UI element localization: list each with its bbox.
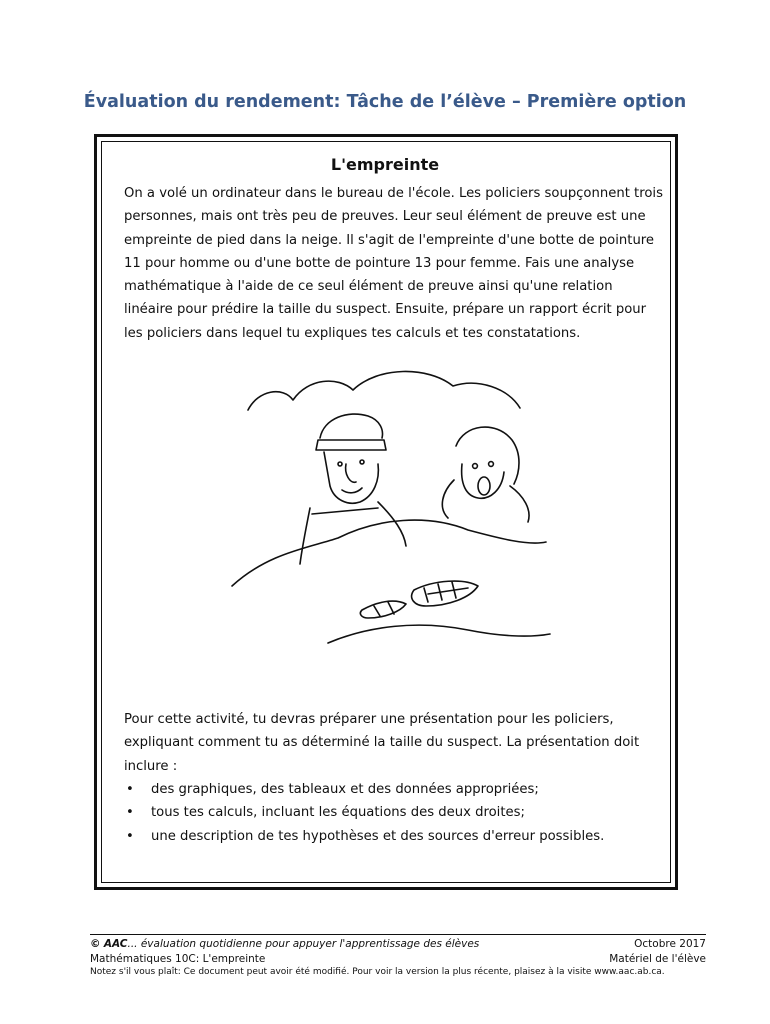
footer-tagline: ... évaluation quotidienne pour appuyer l'apprentissage des élèves <box>127 938 480 950</box>
task-title: L'empreinte <box>330 155 440 174</box>
hill-outline-back <box>248 371 520 410</box>
copyright-symbol: © <box>90 938 101 950</box>
footer-note: Notez s'il vous plaît: Ce document peut avoir été modifié. Pour voir la version la plus récente, plaisez à la visite www.aac.ab.ca. <box>90 967 665 977</box>
list-item <box>124 778 664 801</box>
list-item-text: une description de tes hypothèses et des sources d'erreur possibles. <box>151 828 605 844</box>
hill-outline-front <box>328 625 550 643</box>
list-item <box>124 801 664 824</box>
boot-footprints <box>360 581 478 618</box>
hill-outline-mid <box>232 520 546 586</box>
footer-org: AAC <box>103 938 128 950</box>
footer-copyright-line <box>90 938 479 950</box>
woman-figure <box>442 427 529 522</box>
list-item <box>124 825 664 848</box>
bullet-icon: • <box>126 828 134 844</box>
list-item-text: tous tes calculs, incluant les équations des deux droites; <box>151 805 525 821</box>
bullet-icon: • <box>126 782 134 797</box>
footer-divider <box>90 934 706 935</box>
task-intro-paragraph: On a volé un ordinateur dans le bureau de l'école. Les policiers soupçonnent trois personnes, mais ont très peu de preuves. Leur seul élément de preuve est une empreinte de pied dans la neige. Il s'agit de l'empreinte d'une botte de pointure 11 pour homme ou d'une botte de pointure 13 pour femme. Fais une analyse mathématique à l'aide de ce seul élément de preuve ainsi qu'une relation linéaire pour prédire la taille du suspect. Ensuite, prépare un rapport écrit pour les policiers dans lequel tu expliques tes calculs et tes constatations. <box>124 186 663 341</box>
footer-course: Mathématiques 10C: L'empreinte <box>90 953 266 965</box>
task-instructions-paragraph: Pour cette activité, tu devras préparer une présentation pour les policiers, expliquant comment tu as déterminé la taille du suspect. La présentation doit inclure : <box>124 712 640 774</box>
man-figure <box>300 414 406 564</box>
list-item-text: des graphiques, des tableaux et des données appropriées; <box>151 782 539 797</box>
page-title: Évaluation du rendement: Tâche de l’élève – Première option <box>83 92 687 112</box>
footer-material: Matériel de l'élève <box>609 953 706 965</box>
footer-date: Octobre 2017 <box>634 938 706 950</box>
snow-footprint-illustration <box>228 368 558 688</box>
requirements-list <box>124 778 664 848</box>
bullet-icon: • <box>126 805 134 821</box>
